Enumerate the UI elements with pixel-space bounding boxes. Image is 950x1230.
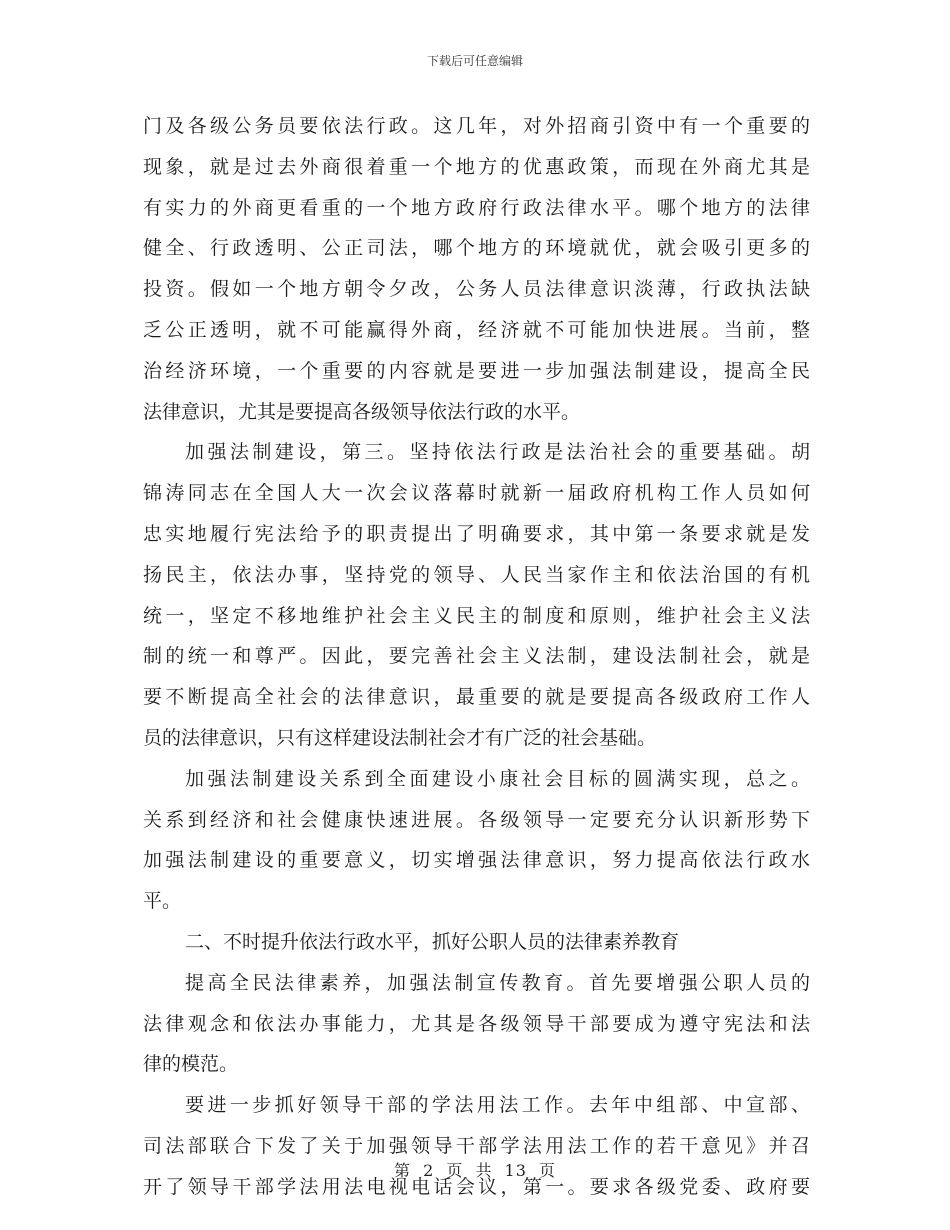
text-line: 法律观念和依法办事能力，尤其是各级领导干部要成为遵守宪法和法 <box>143 1012 810 1035</box>
text-line: 现象，就是过去外商很着重一个地方的优惠政策，而现在外商尤其是 <box>143 155 810 178</box>
text-line: 法律意识，尤其是要提高各级领导依法行政的水平。 <box>143 400 581 423</box>
text-line: 乏公正透明，就不可能赢得外商，经济就不可能加快进展。当前，整 <box>143 318 810 341</box>
text-line: 加强法制建设的重要意义，切实增强法律意识，努力提高依法行政水 <box>143 849 810 872</box>
page-header: 下载后可任意编辑 <box>426 54 523 68</box>
page-number: 第 2 页 共 13 页 <box>394 1161 556 1180</box>
text-line: 扬民主，依法办事，坚持党的领导、人民当家作主和依法治国的有机 <box>143 563 810 586</box>
text-line: 忠实地履行宪法给予的职责提出了明确要求，其中第一条要求就是发 <box>143 522 810 545</box>
text-line: 律的模范。 <box>143 1053 239 1076</box>
text-line: 提高全民法律素养，加强法制宣传教育。首先要增强公职人员的 <box>185 971 810 994</box>
text-line: 要进一步抓好领导干部的学法用法工作。去年中组部、中宣部、 <box>185 1094 810 1117</box>
text-line: 二、不时提升依法行政水平，抓好公职人员的法律素养教育 <box>185 930 680 953</box>
text-line: 加强法制建设关系到全面建设小康社会目标的圆满实现，总之。 <box>185 767 810 790</box>
text-line: 开了领导干部学法用法电视电话会议，第一。要求各级党委、政府要 <box>143 1175 810 1198</box>
text-line: 门及各级公务员要依法行政。这几年，对外招商引资中有一个重要的 <box>143 115 810 137</box>
document-body <box>143 106 810 1208</box>
text-line: 要不断提高全社会的法律意识，最重要的就是要提高各级政府工作人 <box>143 686 810 709</box>
text-line: 加强法制建设，第三。坚持依法行政是法治社会的重要基础。胡 <box>185 441 810 464</box>
text-line: 治经济环境，一个重要的内容就是要进一步加强法制建设，提高全民 <box>143 359 810 382</box>
text-line: 锦涛同志在全国人大一次会议落幕时就新一届政府机构工作人员如何 <box>143 482 810 505</box>
text-line: 投资。假如一个地方朝令夕改，公务人员法律意识淡薄，行政执法缺 <box>143 278 810 301</box>
text-line: 平。 <box>143 890 182 913</box>
text-line: 关系到经济和社会健康快速进展。各级领导一定要充分认识新形势下 <box>143 808 810 831</box>
text-line: 员的法律意识，只有这样建设法制社会才有广泛的社会基础。 <box>143 726 657 749</box>
text-line: 有实力的外商更看重的一个地方政府行政法律水平。哪个地方的法律 <box>143 196 810 219</box>
text-line: 统一，坚定不移地维护社会主义民主的制度和原则，维护社会主义法 <box>143 604 810 627</box>
text-line: 司法部联合下发了关于加强领导干部学法用法工作的若干意见》并召 <box>143 1134 810 1157</box>
text-line: 制的统一和尊严。因此，要完善社会主义法制，建设法制社会，就是 <box>143 645 810 668</box>
text-line: 健全、行政透明、公正司法，哪个地方的环境就优，就会吸引更多的 <box>143 237 810 260</box>
